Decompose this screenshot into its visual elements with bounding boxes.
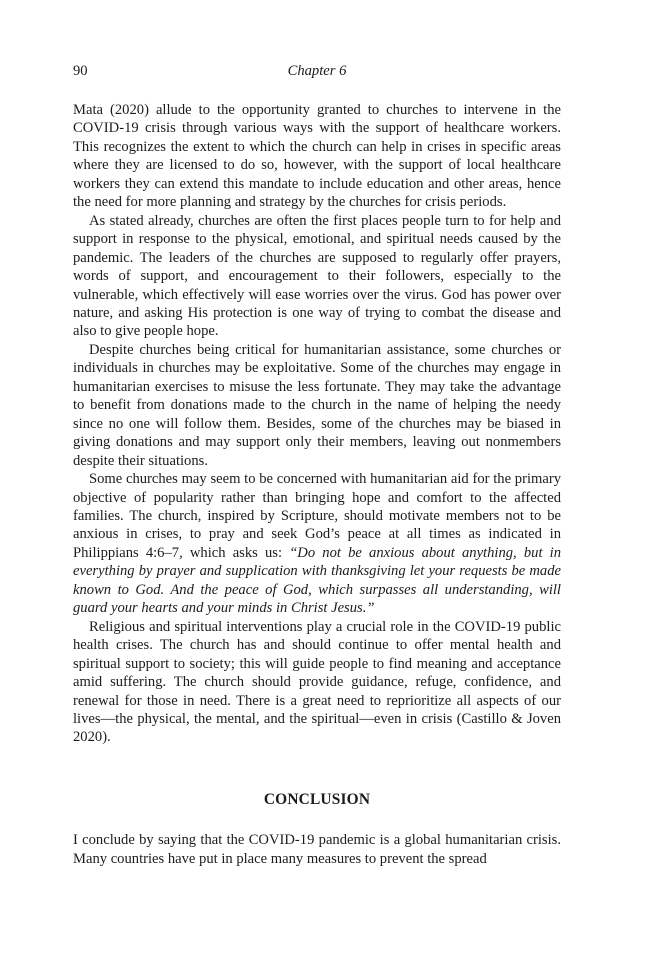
body-paragraph-3: Despite churches being critical for humanitarian assistance, some churches or individuals in churches may be exploitative. Some of the churches may engage in humanitarian exercises to misuse the less fortunate. They may take the advantage to benefit from donations made to the church in the name of helping the needy since no one will follow them. Besides, some of the churches may be biased in giving donations and may support only their members, leaving out nonmembers despite their situations. [73,341,561,469]
page-number: 90 [73,63,88,79]
running-head [73,62,561,81]
body-paragraph-1: Mata (2020) allude to the opportunity granted to churches to intervene in the COVID-19 crisis through various ways with the support of healthcare workers. This recognizes the extent to which the church can help in crises in specific areas where they are licensed to do so, however, with the support of local healthcare workers they can extend this mandate to include education and other areas, hence the need for more planning and strategy by the churches for crisis periods. [73,102,561,211]
chapter-title: Chapter 6 [287,63,347,79]
section-heading-conclusion: CONCLUSION [263,790,371,808]
body-paragraph-4 [73,470,561,618]
paragraph-text: Some churches may seem to be concerned with humanitarian aid for the primary objective of popularity rather than bringing hope and comfort to the affected families. The church, inspired by Scripture, should motivate members not to be anxious in crises, to pray and seek God’s peace at all times as indicated in Philippians 4:6–7, which asks us: [73,471,561,561]
scripture-quote: “Do not be anxious about anything, but in everything by prayer and supplication with thanksgiving let your requests be made known to God. And the peace of God, which surpasses all understanding, will guard your hearts and your minds in Christ Jesus.” [73,544,562,617]
body-paragraph-5: Religious and spiritual interventions play a crucial role in the COVID-19 public health crises. The church has and should continue to offer mental health and spiritual support to society; this will guide people to find meaning and acceptance amid suffering. The church should provide guidance, refuge, confidence, and renewal for those in need. There is a great need to reprioritize all aspects of our lives—the physical, the mental, and the spiritual—even in crisis (Castillo & Joven 2020). [73,618,561,746]
body-paragraph-2: As stated already, churches are often the first places people turn to for help and support in response to the physical, emotional, and spiritual needs caused by the pandemic. The leaders of the churches are supposed to regularly offer prayers, words of support, and encouragement to their followers, especially to the vulnerable, which effectively will ease worries over the virus. God has power over nature, and asking His protection is one way of trying to combat the disease and also to give people hope. [73,212,561,340]
book-page [73,62,561,868]
conclusion-paragraph: I conclude by saying that the COVID-19 pandemic is a global humanitarian crisis. Many countries have put in place many measures to prevent the spread [73,832,561,867]
